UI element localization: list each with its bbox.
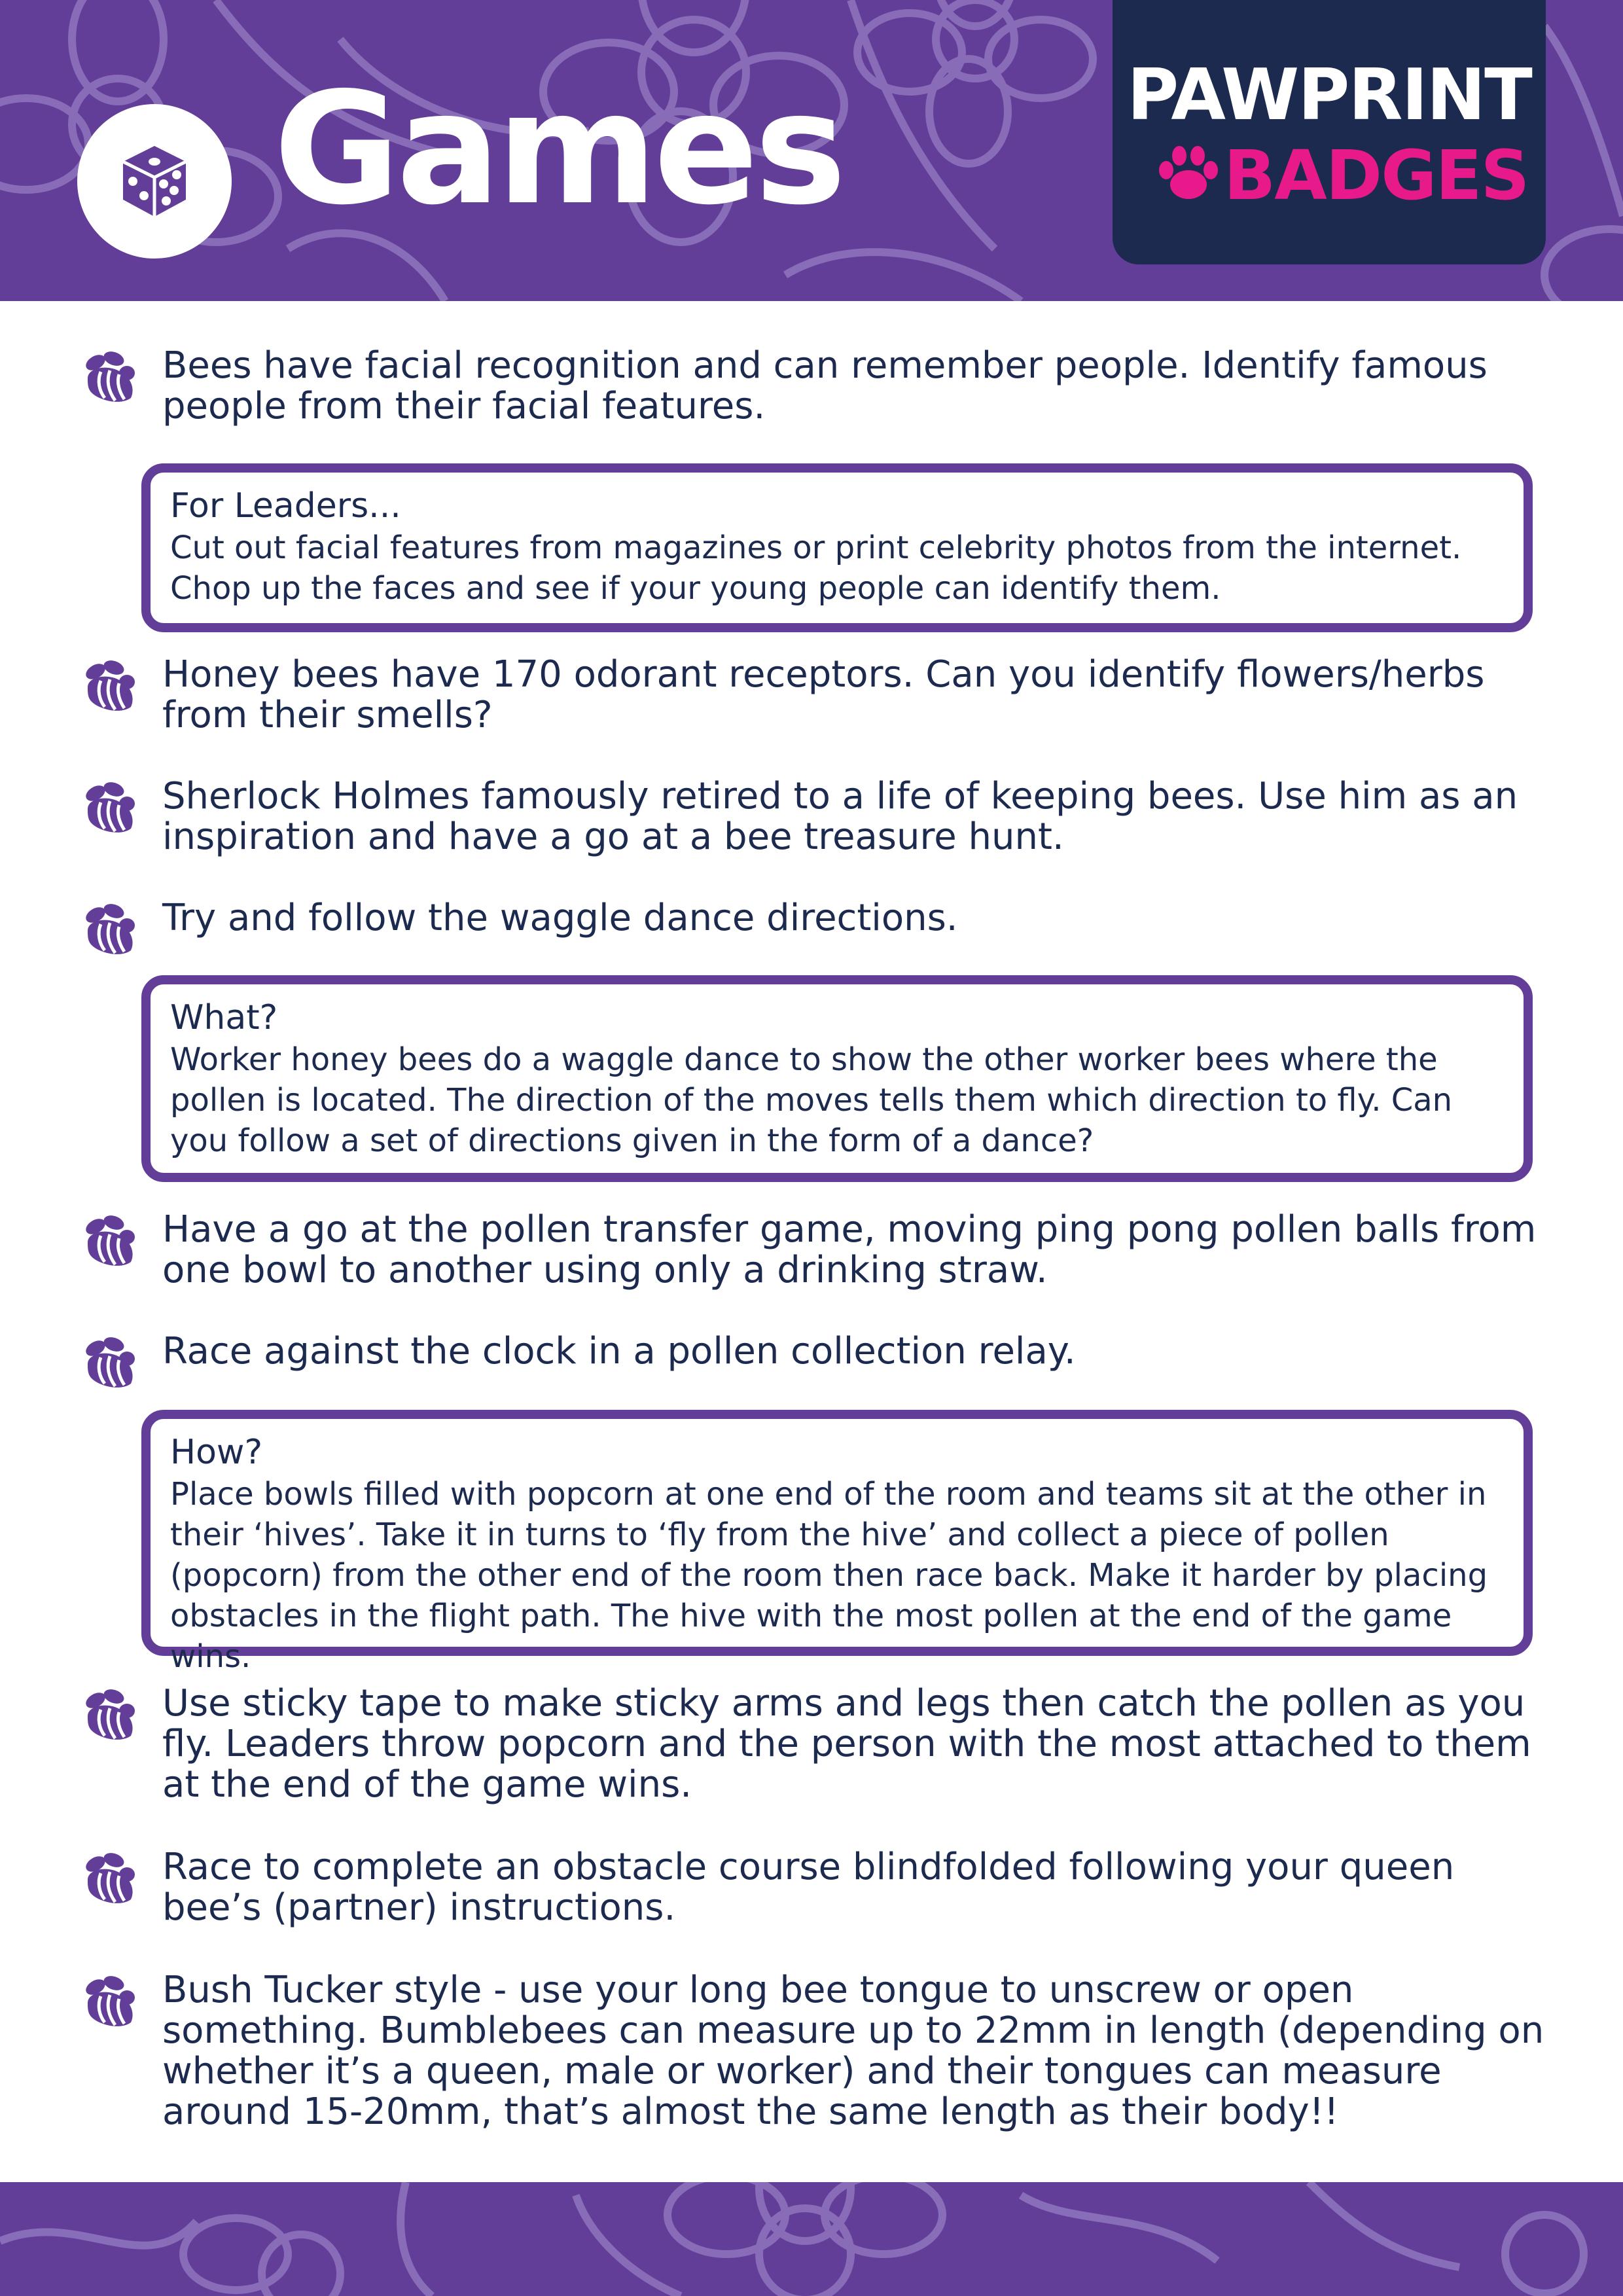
info-box-how xyxy=(141,1410,1533,1675)
bee-icon xyxy=(81,1687,137,1744)
bee-icon xyxy=(81,1335,137,1391)
dice-icon xyxy=(110,137,199,226)
bee-icon xyxy=(81,350,137,406)
info-box-body: Place bowls filled with popcorn at one end of the room and teams sit at the other in their ‘hives’. Take it in turns to ‘fly from the hive’ and collect a piece of pollen (popcorn) from the other end of the room then race back. Make it harder by placing obstacles in the flight path. The hive with the most pollen at the end of the game wins. xyxy=(170,1476,1488,1675)
item-text: Race to complete an obstacle course blindfolded following your queen bee’s (partner) instructions. xyxy=(162,1846,1455,1929)
item-text: Bees have facial recognition and can remember people. Identify famous people from their facial features. xyxy=(162,344,1488,427)
bee-icon xyxy=(81,1851,137,1907)
item-text: Have a go at the pollen transfer game, moving ping pong pollen balls from one bowl to another using only a drinking straw. xyxy=(162,1208,1537,1291)
page-title: Games xyxy=(274,59,843,239)
dice-icon-badge xyxy=(77,104,232,259)
info-box-title: How? xyxy=(170,1433,263,1472)
bee-icon xyxy=(81,780,137,836)
bee-icon xyxy=(81,658,137,715)
logo-line1: PAWPRINT xyxy=(1127,54,1531,136)
info-box-title: What? xyxy=(170,998,278,1037)
info-box-title: For Leaders... xyxy=(170,486,401,526)
info-box-body: Worker honey bees do a waggle dance to show the other worker bees where the pollen is located. The direction of the moves tells them which direction to fly. Can you follow a set of directions given in the form of a dance? xyxy=(170,1041,1453,1159)
paw-icon xyxy=(1156,141,1221,207)
header-band xyxy=(0,0,1623,301)
pawprint-badges-logo xyxy=(1113,0,1546,264)
info-box-body: Cut out facial features from magazines or print celebrity photos from the internet. Chop up the faces and see if your young people can identify them. xyxy=(170,529,1462,607)
item-text: Bush Tucker style - use your long bee tongue to unscrew or open something. Bumblebees can measure up to 22mm in length (depending on whether it’s a queen, male or worker) and their tongues can measure around 15-20mm, that’s almost the same length as their body!! xyxy=(162,1969,1544,2133)
info-box-what xyxy=(141,975,1533,1182)
item-text: Try and follow the waggle dance directions. xyxy=(162,897,958,939)
item-text: Use sticky tape to make sticky arms and legs then catch the pollen as you fly. Leaders throw popcorn and the person with the most attached to them at the end of the game wins. xyxy=(162,1682,1531,1806)
info-box-for-leaders xyxy=(141,463,1533,632)
bee-icon xyxy=(81,1974,137,2030)
flower-pattern-background xyxy=(0,2182,1623,2296)
bee-icon xyxy=(81,1213,137,1270)
bee-icon xyxy=(81,902,137,958)
item-text: Honey bees have 170 odorant receptors. Can you identify flowers/herbs from their smells? xyxy=(162,653,1485,736)
item-text: Race against the clock in a pollen collection relay. xyxy=(162,1330,1076,1372)
footer-band xyxy=(0,2182,1623,2296)
logo-line2: BADGES xyxy=(1224,135,1529,215)
item-text: Sherlock Holmes famously retired to a life of keeping bees. Use him as an inspiration and have a go at a bee treasure hunt. xyxy=(162,775,1518,858)
